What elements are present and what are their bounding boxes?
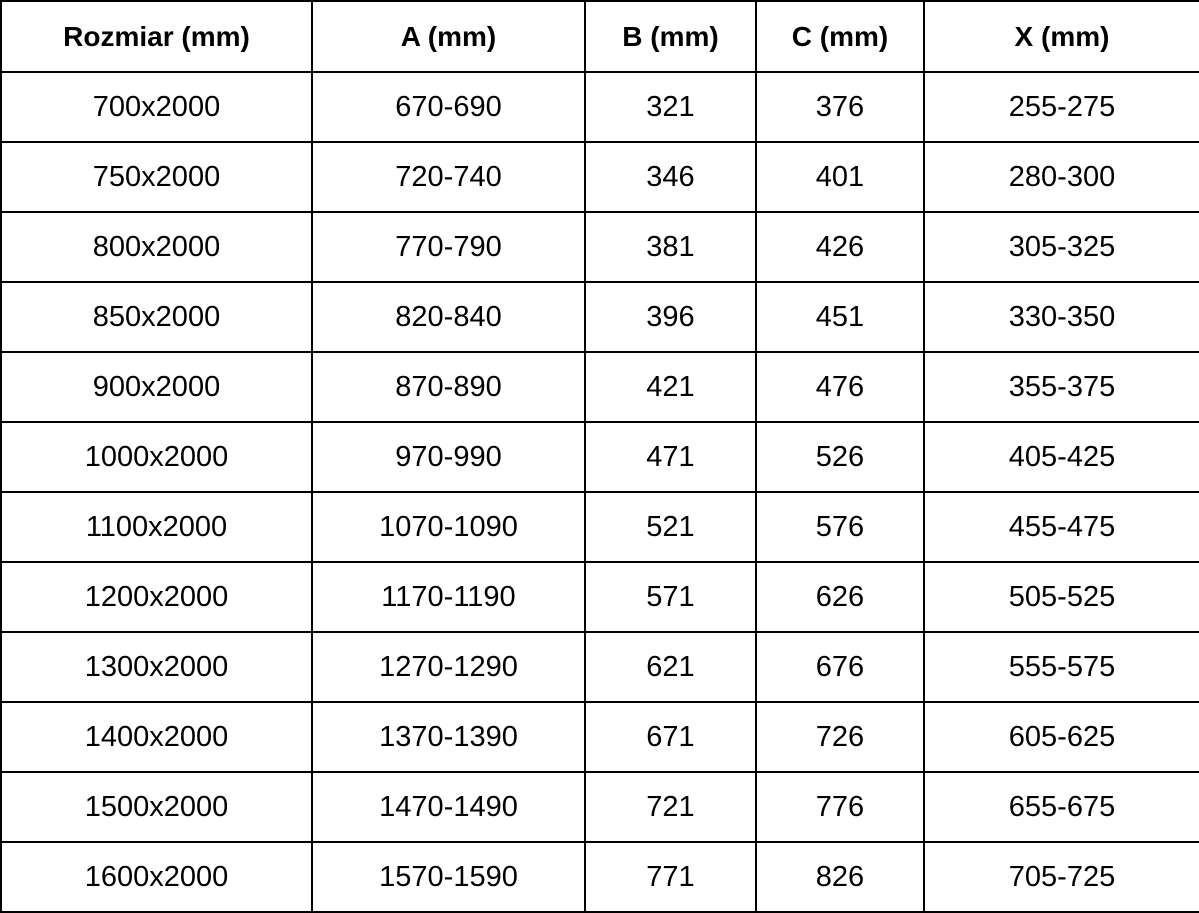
- cell-a: 670-690: [312, 72, 585, 142]
- cell-rozmiar: 800x2000: [1, 212, 312, 282]
- column-header-x: X (mm): [924, 1, 1199, 72]
- cell-b: 771: [585, 842, 756, 912]
- column-header-rozmiar: Rozmiar (mm): [1, 1, 312, 72]
- cell-x: 355-375: [924, 352, 1199, 422]
- table-row: [1, 632, 1199, 702]
- cell-c: 676: [756, 632, 924, 702]
- cell-a: 1470-1490: [312, 772, 585, 842]
- cell-c: 776: [756, 772, 924, 842]
- cell-b: 396: [585, 282, 756, 352]
- table-row: [1, 842, 1199, 912]
- cell-x: 655-675: [924, 772, 1199, 842]
- cell-rozmiar: 1100x2000: [1, 492, 312, 562]
- cell-b: 321: [585, 72, 756, 142]
- cell-c: 401: [756, 142, 924, 212]
- table-row: [1, 72, 1199, 142]
- cell-c: 476: [756, 352, 924, 422]
- table-row: [1, 772, 1199, 842]
- column-header-c: C (mm): [756, 1, 924, 72]
- cell-x: 330-350: [924, 282, 1199, 352]
- cell-c: 376: [756, 72, 924, 142]
- cell-x: 705-725: [924, 842, 1199, 912]
- cell-c: 426: [756, 212, 924, 282]
- column-header-a: A (mm): [312, 1, 585, 72]
- cell-b: 571: [585, 562, 756, 632]
- cell-c: 451: [756, 282, 924, 352]
- table-row: [1, 702, 1199, 772]
- cell-x: 605-625: [924, 702, 1199, 772]
- cell-b: 381: [585, 212, 756, 282]
- cell-rozmiar: 1200x2000: [1, 562, 312, 632]
- table-row: [1, 352, 1199, 422]
- cell-b: 521: [585, 492, 756, 562]
- cell-c: 576: [756, 492, 924, 562]
- cell-x: 505-525: [924, 562, 1199, 632]
- table-row: [1, 492, 1199, 562]
- cell-a: 1270-1290: [312, 632, 585, 702]
- cell-x: 455-475: [924, 492, 1199, 562]
- table-row: [1, 142, 1199, 212]
- cell-a: 1570-1590: [312, 842, 585, 912]
- cell-x: 255-275: [924, 72, 1199, 142]
- cell-rozmiar: 1300x2000: [1, 632, 312, 702]
- header-row: [1, 1, 1199, 72]
- cell-x: 305-325: [924, 212, 1199, 282]
- cell-c: 526: [756, 422, 924, 492]
- table-row: [1, 562, 1199, 632]
- cell-b: 471: [585, 422, 756, 492]
- cell-rozmiar: 900x2000: [1, 352, 312, 422]
- cell-rozmiar: 700x2000: [1, 72, 312, 142]
- cell-b: 621: [585, 632, 756, 702]
- cell-b: 721: [585, 772, 756, 842]
- cell-b: 346: [585, 142, 756, 212]
- cell-rozmiar: 750x2000: [1, 142, 312, 212]
- cell-rozmiar: 850x2000: [1, 282, 312, 352]
- cell-a: 1370-1390: [312, 702, 585, 772]
- cell-x: 280-300: [924, 142, 1199, 212]
- cell-x: 405-425: [924, 422, 1199, 492]
- cell-a: 770-790: [312, 212, 585, 282]
- cell-b: 421: [585, 352, 756, 422]
- cell-a: 1070-1090: [312, 492, 585, 562]
- column-header-b: B (mm): [585, 1, 756, 72]
- cell-c: 726: [756, 702, 924, 772]
- cell-a: 820-840: [312, 282, 585, 352]
- cell-a: 1170-1190: [312, 562, 585, 632]
- table-row: [1, 422, 1199, 492]
- cell-rozmiar: 1400x2000: [1, 702, 312, 772]
- cell-c: 626: [756, 562, 924, 632]
- cell-a: 720-740: [312, 142, 585, 212]
- table-row: [1, 212, 1199, 282]
- cell-x: 555-575: [924, 632, 1199, 702]
- table-row: [1, 282, 1199, 352]
- cell-b: 671: [585, 702, 756, 772]
- cell-c: 826: [756, 842, 924, 912]
- cell-rozmiar: 1000x2000: [1, 422, 312, 492]
- cell-a: 870-890: [312, 352, 585, 422]
- cell-rozmiar: 1600x2000: [1, 842, 312, 912]
- cell-rozmiar: 1500x2000: [1, 772, 312, 842]
- cell-a: 970-990: [312, 422, 585, 492]
